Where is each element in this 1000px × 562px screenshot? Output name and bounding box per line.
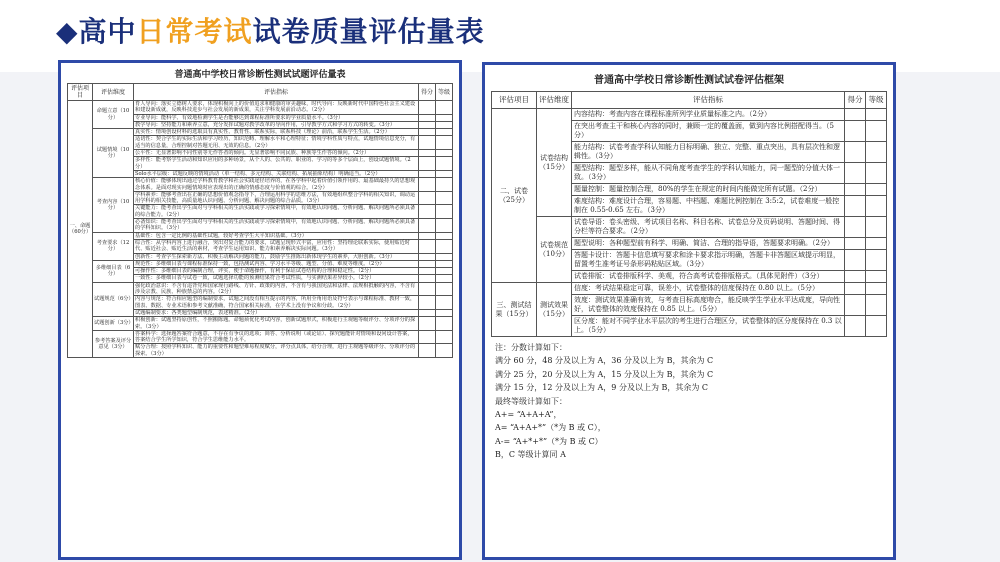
grade-cell: [436, 253, 453, 260]
score-cell: [845, 283, 866, 295]
indicator-cell: 适切性：契合学生的实际生活和学习经历，知识范畴、理解水平和心理特征；情境学科性质与特点，试题情境信息充分，有适当的信息量，合理控制对答题无用、无效的信息。（2分）: [134, 136, 419, 150]
grade-cell: [436, 219, 453, 233]
indicator-cell: 基础性：包含一定比例的基础性试题，较好考查学生大平知识基础。（3分）: [134, 232, 419, 239]
score-cell: [419, 121, 436, 128]
score-cell: [419, 191, 436, 205]
note-line: 最终等级计算如下：: [495, 396, 567, 406]
dimension-cell: 命题立意（10分）: [93, 101, 134, 129]
grade-cell: [436, 282, 453, 296]
indicator-cell: Solo水平层级：试题反映的情境活动（单一结构、多元结构、关联结构、拓展抽象结构）明确适当。（2分）: [134, 170, 419, 177]
table-row: [492, 217, 887, 238]
score-cell: [419, 344, 436, 358]
dimension-cell: 测试效果（15分）: [537, 283, 572, 337]
indicator-cell: 试卷导语：卷头密级、考试项目名称、科目名称、试卷总分及页码说明、答题时间、得分栏等符合要求。（2分）: [572, 217, 845, 238]
primary-item-cell: 二、试卷（25分）: [492, 109, 537, 283]
score-cell: [845, 217, 866, 238]
grade-cell: [436, 170, 453, 177]
indicator-cell: 可操作性：多维细目表的编制合理，评实，便于命题操作，有利于保证试卷结构的合理和稳定性。（2分）: [134, 268, 419, 275]
note-line: 满分 15 分，12 分及以上为 A，9 分及以上为 B，其余为 C: [495, 383, 709, 393]
grade-cell: [436, 232, 453, 239]
score-cell: [845, 121, 866, 142]
grade-cell: [436, 136, 453, 150]
indicator-cell: 专业导向：能科学、有效地检测学生是否能够达到课程标准所要求的学业质量水平。（3分）: [134, 114, 419, 121]
score-cell: [419, 268, 436, 275]
score-cell: [845, 316, 866, 337]
header-cell: 评估指标: [572, 92, 845, 109]
grade-cell: [866, 121, 887, 142]
score-cell: [419, 232, 436, 239]
indicator-cell: 内容与规范：符合相应题型的编制要求，试题之间没有相互提示的内容，所用全角用语及符号表示与课程标准、教材一致，图表、数据、专业术语和参考文献准确，符合国家相关标准，在学术上没有争议和分歧。（2分）: [134, 296, 419, 310]
indicator-cell: 在突出考查主干和核心内容的同时，兼顾一定的覆盖面，做到内容比例搭配得当。（5分）: [572, 121, 845, 142]
table-row: [492, 109, 887, 121]
grade-cell: [866, 316, 887, 337]
score-cell: [419, 178, 436, 192]
indicator-cell: 赋分合理：按照学科知识、能力的重要性和题型难易程度赋分，评分点具体，给分合理，进行主观题等级评分、分项评分的探索。（3分）: [134, 344, 419, 358]
grade-cell: [436, 129, 453, 136]
right-table-title: 普通高中学校日常诊断性测试试卷评估框架: [594, 75, 784, 86]
dimension-cell: 参考答案及评分意见（3分）: [93, 330, 134, 357]
grade-cell: [866, 283, 887, 295]
header-cell: 评估项目: [492, 92, 537, 109]
indicator-cell: 区分度：能对不同学业水平层次的考生进行合理区分，试卷整体的区分度保持在 0.3 以上。（5分）: [572, 316, 845, 337]
dimension-cell: 试卷结构（15分）: [537, 109, 572, 217]
score-cell: [419, 150, 436, 157]
grade-cell: [436, 239, 453, 253]
indicator-cell: 试卷排版：试卷排版科学、美观，符合高考试卷排版格式。（具体见附件）（3分）: [572, 271, 845, 283]
indicator-cell: 积极创新：试题坚持原创性，不照搬陈题。命题须优化考试内容，创新试题形式，积极进行主观题等级评分、分项评分的探索。（3分）: [134, 317, 419, 331]
dimension-cell: 考查内容（10分）: [93, 178, 134, 232]
slide-title: [56, 10, 485, 50]
indicator-cell: 必备知识：能考查出学生面对与学科相关的生活实践或学习探索情境中，有效地认识问题、分析问题、解决问题所必须具备的学科知识。（3分）: [134, 219, 419, 233]
score-cell: [845, 109, 866, 121]
primary-item-cell: 三、测试结果（15分）: [492, 283, 537, 337]
dimension-cell: 试卷规范（10分）: [537, 217, 572, 283]
dimension-cell: 试题创新（3分）: [93, 317, 134, 331]
score-cell: [845, 250, 866, 271]
right-document-panel: [482, 62, 896, 560]
score-notes: [495, 341, 893, 462]
grade-cell: [436, 260, 453, 267]
header-cell: 评估指标: [134, 84, 419, 101]
score-cell: [419, 309, 436, 316]
score-cell: [419, 205, 436, 219]
header-cell: 评估维度: [93, 84, 134, 101]
primary-item-cell: 一、命题（60分）: [68, 101, 93, 358]
grade-cell: [866, 184, 887, 196]
note-line: A+= “A+A+A”，: [495, 410, 562, 420]
indicator-cell: 育人导向：落实立德树人要求，体现积极向上的价值追求和健康的审美趣味，时代导向：反映新时代中国特色社会主义建设和建设新成就，反映科技进步与社会发展的新成果，关注学科发展前沿动态。（2分）: [134, 101, 419, 115]
score-cell: [845, 271, 866, 283]
score-cell: [419, 275, 436, 282]
indicator-cell: 答案科学：选择题答案符合题意，不存在有争议的选项；简答、分析说明（或论证）、探究题能针对情境和设问设计答案，答案结合学生所学知识，符合学生思维能力水平。: [134, 330, 419, 344]
grade-cell: [436, 268, 453, 275]
score-cell: [419, 296, 436, 310]
left-table-title: 普通高中学校日常诊断性测试试题评估量表: [174, 70, 346, 80]
table-header-row: [492, 92, 887, 109]
indicator-cell: 答题卡设计：答题卡信息填写要求和涂卡要求指示明确，答题卡非答题区域提示明显，留置考生准考证号条形码粘贴区域。（3分）: [572, 250, 845, 271]
header-cell: 得分: [845, 92, 866, 109]
left-document-panel: [58, 60, 462, 560]
question-evaluation-table: [67, 83, 453, 358]
table-row: [492, 283, 887, 295]
note-line: 满分 25 分，20 分及以上为 A，15 分及以上为 B，其余为 C: [495, 369, 714, 379]
paper-evaluation-table: [491, 91, 887, 337]
indicator-cell: 多样性：能考察学生活动和知识应用的多种场景，从个人的、公共的、职业的、学习的等多个层面上，创设试题情境。（2分）: [134, 157, 419, 171]
table-row: [68, 260, 453, 267]
grade-cell: [436, 178, 453, 192]
indicator-cell: 核心价值：能够体现出通过学科教育教学和社会实践途径培养的，在各学科中起着价值引领作用的、最基础最持久的思想观念体系。是面对现实问题情境时应表现出的正确的情感态度与价值观的综合。（2分）: [134, 178, 419, 192]
note-line: A-= “A+*+*”（*为 B 或 C）: [495, 436, 603, 446]
score-cell: [419, 282, 436, 296]
score-cell: [845, 295, 866, 316]
grade-cell: [866, 217, 887, 238]
score-cell: [419, 317, 436, 331]
header-cell: 等级: [436, 84, 453, 101]
score-cell: [845, 184, 866, 196]
indicator-cell: 一致性：多维细目表与试卷一致，试题选择功能的预测结果符合考试性质，与实测结果差异较小。（2分）: [134, 275, 419, 282]
table-row: [68, 178, 453, 192]
score-cell: [419, 114, 436, 121]
indicator-cell: 强化政治意识：不含有违背党和国家现行路线、方针、政策的内容，不含有与我国宪法和法律、法规相抵触的内容，不含有涉及宗教、民族、种族禁忌的内容。（2分）: [134, 282, 419, 296]
table-row: [68, 129, 453, 136]
grade-cell: [436, 205, 453, 219]
score-cell: [419, 219, 436, 233]
indicator-cell: 题型结构：题型多样，能从不同角度考查学生的学科认知能力，同一题型的分值大体一致。（3分）: [572, 163, 845, 184]
note-line: 注：分数计算如下：: [495, 343, 567, 352]
score-cell: [419, 239, 436, 253]
table-row: [68, 282, 453, 296]
dimension-cell: 试题情境（10分）: [93, 129, 134, 178]
grade-cell: [436, 114, 453, 121]
title-highlight: 日常考试: [136, 15, 253, 48]
score-cell: [419, 253, 436, 260]
grade-cell: [436, 275, 453, 282]
indicator-cell: 关键能力：能考查出学生面对与学科相关的生活实践或学习探索情境中，有效地认识问题、分析问题、解决问题所必须具备的综合能力。（2分）: [134, 205, 419, 219]
indicator-cell: 效度：测试效果准确有效，与考查目标高度吻合，能反映学生学业水平达成度，导向性好，试卷整体的效度保持在 0.85 以上。（5分）: [572, 295, 845, 316]
grade-cell: [436, 101, 453, 115]
indicator-cell: 内容结构：考查内容在课程标准所列学业质量标准之内。（2分）: [572, 109, 845, 121]
table-row: [68, 317, 453, 331]
grade-cell: [436, 191, 453, 205]
table-row: [68, 101, 453, 115]
note-line: A= “A+A+*”（*为 B 或 C），: [495, 423, 606, 433]
indicator-cell: 教学导向：坚持能力和素养立意，充分发挥试题对教学改革的导向作用，引导教学方式和学习方式的转变。（3分）: [134, 121, 419, 128]
header-cell: 评估项目: [68, 84, 93, 101]
grade-cell: [866, 238, 887, 250]
table-header-row: [68, 84, 453, 101]
score-cell: [419, 260, 436, 267]
indicator-cell: 题型说明：各种题型前有科学、明确、简洁、合理的指导语，答题要求明确。（2分）: [572, 238, 845, 250]
indicator-cell: 综合性：从学科内容上进行融合，突出对复合能力的要求，试题呈现形式丰富，应用性：坚持理论联系实际，使用贴近时代、贴近社会、贴近生活的素材，考查学生运用知识、能力和素养解决实际问题。（3分）: [134, 239, 419, 253]
score-cell: [419, 101, 436, 115]
grade-cell: [866, 250, 887, 271]
grade-cell: [866, 196, 887, 217]
indicator-cell: 试题编制要求：各类题型编制规范，表述精准。（2分）: [134, 309, 419, 316]
grade-cell: [436, 330, 453, 344]
grade-cell: [866, 142, 887, 163]
dimension-cell: 考查要求（12分）: [93, 232, 134, 260]
score-cell: [419, 170, 436, 177]
indicator-cell: 题量控制：题量控制合理，80%的学生在规定的时间内能做完所有试题。（2分）: [572, 184, 845, 196]
dimension-cell: 多维细目表（6分）: [93, 260, 134, 282]
score-cell: [419, 330, 436, 344]
indicator-cell: 能力结构：试卷考查学科认知能力目标明确、独立、完整、重点突出，具有层次性和逻辑性。（3分）: [572, 142, 845, 163]
table-row: [68, 330, 453, 344]
grade-cell: [436, 344, 453, 358]
header-cell: 得分: [419, 84, 436, 101]
table-row: [68, 232, 453, 239]
score-cell: [845, 163, 866, 184]
note-line: B，C 等级计算同 A: [495, 450, 566, 460]
indicator-cell: 真实性：情境创设材料的选取具有真实性、教育性、联系实际，联系科技（理论）前沿，联系学生生活。（2分）: [134, 129, 419, 136]
header-cell: 评估维度: [537, 92, 572, 109]
grade-cell: [436, 121, 453, 128]
header-cell: 等级: [866, 92, 887, 109]
score-cell: [419, 129, 436, 136]
indicator-cell: 信度：考试结果稳定可靠，误差小，试卷整体的信度保持在 0.80 以上。（5分）: [572, 283, 845, 295]
indicator-cell: 难度结构：难度设计合理，容易题、中档题、难题比例控制在 3:5:2，试卷难度一般控制在 0.55-0.65 左右。（3分）: [572, 196, 845, 217]
title-prefix: ◆高中: [56, 15, 137, 48]
grade-cell: [866, 295, 887, 316]
score-cell: [845, 238, 866, 250]
dimension-cell: 试题规范（6分）: [93, 282, 134, 316]
indicator-cell: 公平性：无显著影响不同性别等无作答者的倾向。无显著影响不同民族、种族等生作答的倾向。（2分）: [134, 150, 419, 157]
score-cell: [419, 157, 436, 171]
grade-cell: [436, 150, 453, 157]
grade-cell: [436, 296, 453, 310]
indicator-cell: 创新性：考查学生探索新方法、积极主动解决问题的能力，鼓励学生推陈出新体现学生的素养，大胆创新。（3分）: [134, 253, 419, 260]
score-cell: [419, 136, 436, 150]
grade-cell: [436, 317, 453, 331]
indicator-cell: 学科素养：能够考查出在正确的思想价值观念指导下，合理运用科学的思维方法，有效地组织整合学科的相关知识，调动运用学科的相关技能，高质量地认识问题、分析问题、解决问题的综合品质。（3分）: [134, 191, 419, 205]
note-line: 满分 60 分，48 分及以上为 A，36 分及以上为 B，其余为 C: [495, 356, 714, 366]
score-cell: [845, 142, 866, 163]
grade-cell: [866, 271, 887, 283]
title-suffix: 试卷质量评估量表: [252, 15, 485, 48]
grade-cell: [866, 109, 887, 121]
grade-cell: [436, 157, 453, 171]
grade-cell: [436, 309, 453, 316]
grade-cell: [866, 163, 887, 184]
indicator-cell: 规范性：多维细目表与课程标准保持一致，包括测试内容、学习水平等级、题型、分值、难度等维度。（2分）: [134, 260, 419, 267]
score-cell: [845, 196, 866, 217]
